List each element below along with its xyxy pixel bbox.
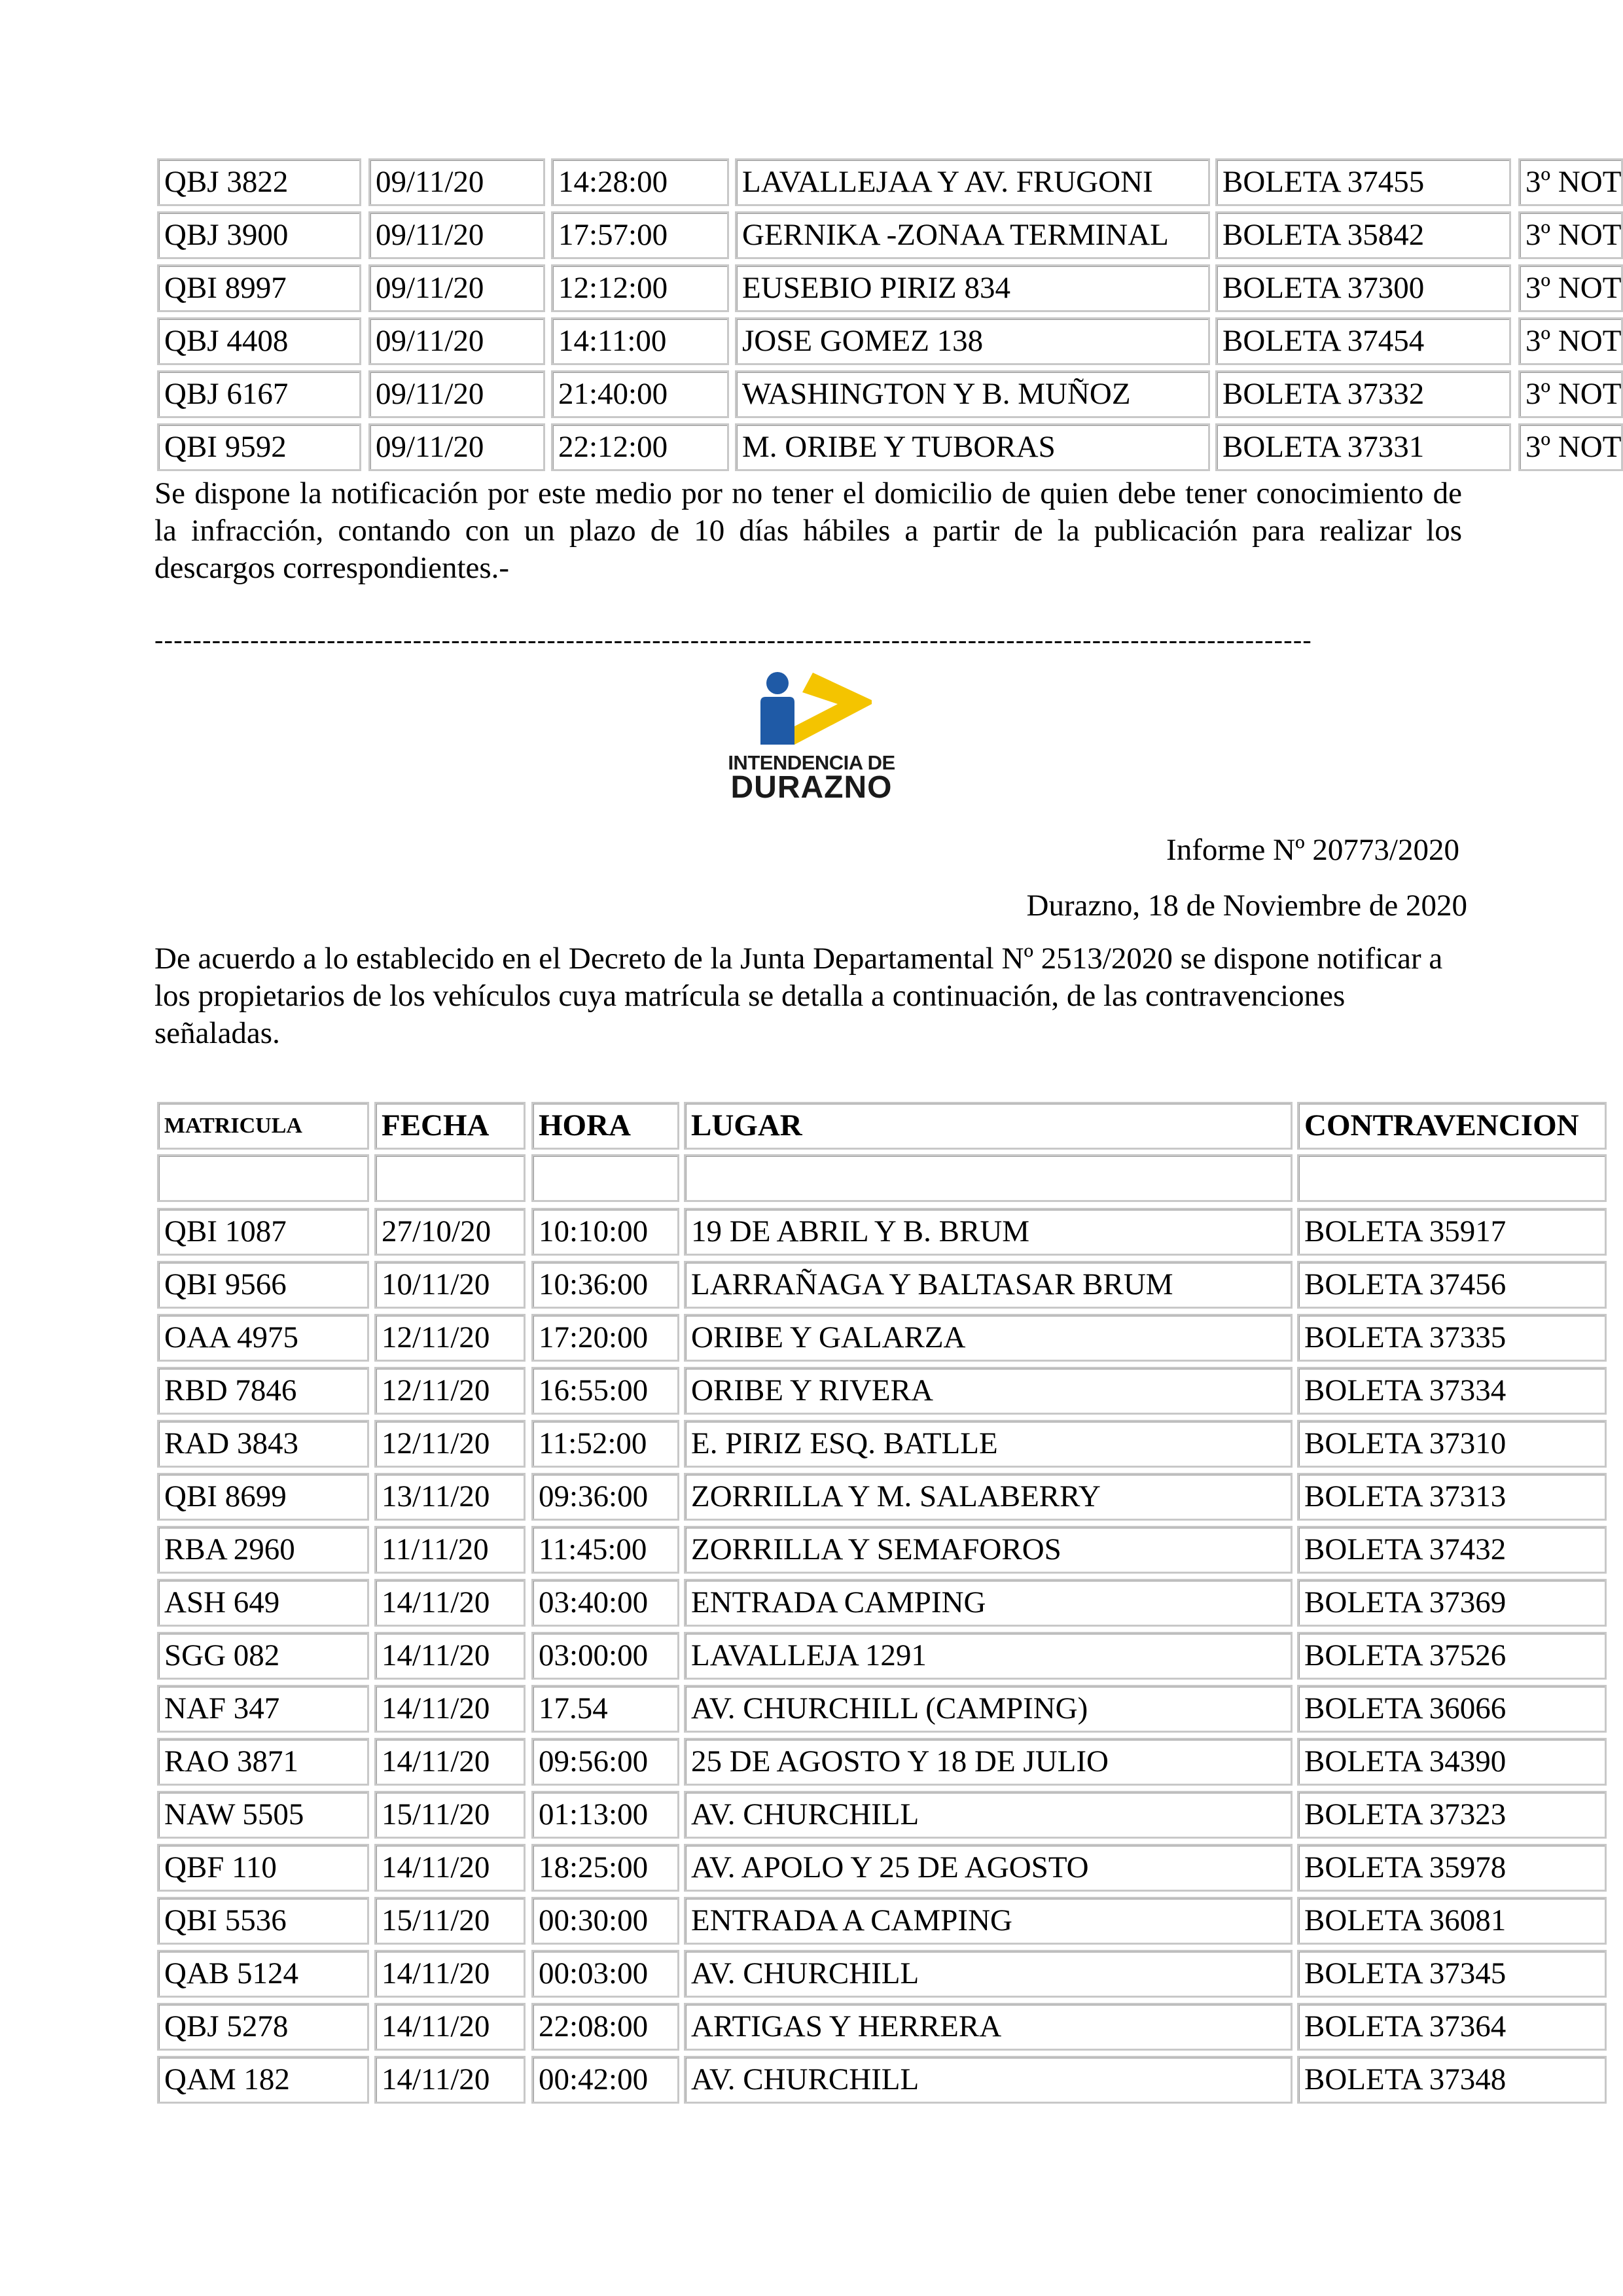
top-cell-time: 22:12:00	[551, 423, 729, 471]
cell-location: AV. CHURCHILL	[684, 1791, 1293, 1839]
cell-date: 14/11/20	[374, 1632, 526, 1680]
cell-plate: QBI 1087	[157, 1208, 369, 1256]
cell-time: 16:55:00	[531, 1367, 679, 1415]
blank-cell-ticket	[1297, 1154, 1607, 1202]
cell-time: 11:52:00	[531, 1420, 679, 1468]
cell-ticket: BOLETA 37313	[1297, 1473, 1607, 1521]
top-cell-plate: QBI 8997	[157, 264, 361, 312]
cell-time: 01:13:00	[531, 1791, 679, 1839]
cell-location: 25 DE AGOSTO Y 18 DE JULIO	[684, 1738, 1293, 1786]
blank-cell-plate	[157, 1154, 369, 1202]
top-cell-ticket: BOLETA 37300	[1215, 264, 1511, 312]
top-cell-time: 12:12:00	[551, 264, 729, 312]
header-plate: MATRICULA	[157, 1102, 369, 1150]
top-cell-location: LAVALLEJAA Y AV. FRUGONI	[735, 158, 1210, 206]
cell-location: 19 DE ABRIL Y B. BRUM	[684, 1208, 1293, 1256]
cell-ticket: BOLETA 37310	[1297, 1420, 1607, 1468]
cell-ticket: BOLETA 37432	[1297, 1526, 1607, 1574]
cell-date: 12/11/20	[374, 1420, 526, 1468]
top-cell-time: 14:28:00	[551, 158, 729, 206]
cell-plate: QBI 9566	[157, 1261, 369, 1309]
top-cell-time: 14:11:00	[551, 317, 729, 365]
cell-time: 11:45:00	[531, 1526, 679, 1574]
cell-ticket: BOLETA 35917	[1297, 1208, 1607, 1256]
cell-time: 03:00:00	[531, 1632, 679, 1680]
cell-time: 03:40:00	[531, 1579, 679, 1627]
cell-location: LARRAÑAGA Y BALTASAR BRUM	[684, 1261, 1293, 1309]
top-cell-location: M. ORIBE Y TUBORAS	[735, 423, 1210, 471]
top-cell-date: 09/11/20	[368, 211, 545, 259]
intendencia-logo	[700, 666, 923, 805]
cell-date: 11/11/20	[374, 1526, 526, 1574]
header-date: FECHA	[374, 1102, 526, 1150]
cell-plate: QBI 8699	[157, 1473, 369, 1521]
cell-plate: SGG 082	[157, 1632, 369, 1680]
separator-line: -------------------------------------------------------------------------------------------------------------------------	[154, 625, 1313, 654]
intro-paragraph: De acuerdo a lo establecido en el Decreto de la Junta Departamental Nº 2513/2020 se dispone notificar a los propietarios de los vehículos cuya matrícula se detalla a continuación, de las contravenciones señaladas.	[154, 942, 1443, 1050]
cell-date: 14/11/20	[374, 1738, 526, 1786]
blank-cell-date	[374, 1154, 526, 1202]
top-cell-time: 17:57:00	[551, 211, 729, 259]
cell-time: 00:30:00	[531, 1897, 679, 1945]
top-cell-time: 21:40:00	[551, 370, 729, 418]
cell-time: 17.54	[531, 1685, 679, 1733]
cell-ticket: BOLETA 37335	[1297, 1314, 1607, 1362]
cell-plate: RAD 3843	[157, 1420, 369, 1468]
top-cell-ticket: BOLETA 35842	[1215, 211, 1511, 259]
cell-ticket: BOLETA 35978	[1297, 1844, 1607, 1892]
cell-ticket: BOLETA 37364	[1297, 2003, 1607, 2051]
top-cell-notice: 3º NOT	[1518, 370, 1623, 418]
top-cell-date: 09/11/20	[368, 158, 545, 206]
cell-ticket: BOLETA 37526	[1297, 1632, 1607, 1680]
top-cell-ticket: BOLETA 37455	[1215, 158, 1511, 206]
cell-ticket: BOLETA 37334	[1297, 1367, 1607, 1415]
cell-time: 10:10:00	[531, 1208, 679, 1256]
top-cell-location: EUSEBIO PIRIZ 834	[735, 264, 1210, 312]
blank-cell-location	[684, 1154, 1293, 1202]
cell-ticket: BOLETA 37348	[1297, 2056, 1607, 2104]
cell-time: 17:20:00	[531, 1314, 679, 1362]
cell-time: 00:03:00	[531, 1950, 679, 1998]
top-cell-ticket: BOLETA 37454	[1215, 317, 1511, 365]
top-cell-date: 09/11/20	[368, 423, 545, 471]
cell-time: 00:42:00	[531, 2056, 679, 2104]
notice-paragraph: Se dispone la notificación por este medio por no tener el domicilio de quien debe tener conocimiento de la infracción, contando con un plazo de 10 días hábiles a partir de la publicación para realizar los descargos correspondientes.-	[154, 476, 1462, 585]
header-ticket: CONTRAVENCION	[1297, 1102, 1607, 1150]
cell-plate: RBA 2960	[157, 1526, 369, 1574]
cell-location: ARTIGAS Y HERRERA	[684, 2003, 1293, 2051]
cell-date: 14/11/20	[374, 1579, 526, 1627]
header-time: HORA	[531, 1102, 679, 1150]
logo-text-line2: DURAZNO	[730, 770, 893, 805]
cell-date: 15/11/20	[374, 1791, 526, 1839]
top-cell-notice: 3º NOT	[1518, 317, 1623, 365]
cell-location: AV. CHURCHILL	[684, 1950, 1293, 1998]
cell-ticket: BOLETA 37323	[1297, 1791, 1607, 1839]
cell-location: ZORRILLA Y M. SALABERRY	[684, 1473, 1293, 1521]
cell-date: 13/11/20	[374, 1473, 526, 1521]
cell-location: LAVALLEJA 1291	[684, 1632, 1293, 1680]
cell-time: 22:08:00	[531, 2003, 679, 2051]
top-cell-plate: QBJ 3822	[157, 158, 361, 206]
cell-date: 14/11/20	[374, 1844, 526, 1892]
cell-date: 14/11/20	[374, 2003, 526, 2051]
cell-plate: OAA 4975	[157, 1314, 369, 1362]
cell-time: 09:56:00	[531, 1738, 679, 1786]
cell-date: 10/11/20	[374, 1261, 526, 1309]
top-cell-notice: 3º NOT	[1518, 211, 1623, 259]
cell-date: 14/11/20	[374, 2056, 526, 2104]
cell-plate: QBF 110	[157, 1844, 369, 1892]
cell-ticket: BOLETA 36066	[1297, 1685, 1607, 1733]
cell-time: 10:36:00	[531, 1261, 679, 1309]
top-cell-date: 09/11/20	[368, 317, 545, 365]
cell-location: ENTRADA CAMPING	[684, 1579, 1293, 1627]
top-cell-location: GERNIKA -ZONAA TERMINAL	[735, 211, 1210, 259]
top-cell-notice: 3º NOT	[1518, 264, 1623, 312]
header-location: LUGAR	[684, 1102, 1293, 1150]
top-cell-location: JOSE GOMEZ 138	[735, 317, 1210, 365]
logo-mark-icon	[700, 666, 923, 751]
top-cell-date: 09/11/20	[368, 264, 545, 312]
cell-location: E. PIRIZ ESQ. BATLLE	[684, 1420, 1293, 1468]
cell-location: ZORRILLA Y SEMAFOROS	[684, 1526, 1293, 1574]
top-cell-plate: QBJ 4408	[157, 317, 361, 365]
cell-date: 15/11/20	[374, 1897, 526, 1945]
top-cell-plate: QBJ 3900	[157, 211, 361, 259]
cell-ticket: BOLETA 37345	[1297, 1950, 1607, 1998]
cell-location: AV. APOLO Y 25 DE AGOSTO	[684, 1844, 1293, 1892]
top-cell-ticket: BOLETA 37331	[1215, 423, 1511, 471]
informe-number: Informe Nº 20773/2020	[1166, 833, 1459, 867]
cell-ticket: BOLETA 37369	[1297, 1579, 1607, 1627]
cell-plate: RAO 3871	[157, 1738, 369, 1786]
cell-date: 12/11/20	[374, 1314, 526, 1362]
cell-plate: NAW 5505	[157, 1791, 369, 1839]
cell-location: ORIBE Y GALARZA	[684, 1314, 1293, 1362]
cell-plate: QAM 182	[157, 2056, 369, 2104]
cell-ticket: BOLETA 36081	[1297, 1897, 1607, 1945]
cell-date: 14/11/20	[374, 1685, 526, 1733]
cell-plate: ASH 649	[157, 1579, 369, 1627]
top-cell-location: WASHINGTON Y B. MUÑOZ	[735, 370, 1210, 418]
top-cell-date: 09/11/20	[368, 370, 545, 418]
date-line: Durazno, 18 de Noviembre de 2020	[1026, 889, 1467, 923]
cell-time: 18:25:00	[531, 1844, 679, 1892]
blank-cell-time	[531, 1154, 679, 1202]
cell-plate: NAF 347	[157, 1685, 369, 1733]
top-cell-plate: QBJ 6167	[157, 370, 361, 418]
cell-location: ORIBE Y RIVERA	[684, 1367, 1293, 1415]
cell-plate: QBJ 5278	[157, 2003, 369, 2051]
cell-plate: QBI 5536	[157, 1897, 369, 1945]
cell-plate: QAB 5124	[157, 1950, 369, 1998]
cell-date: 27/10/20	[374, 1208, 526, 1256]
top-cell-notice: 3º NOT	[1518, 423, 1623, 471]
cell-location: AV. CHURCHILL	[684, 2056, 1293, 2104]
cell-date: 14/11/20	[374, 1950, 526, 1998]
cell-location: AV. CHURCHILL (CAMPING)	[684, 1685, 1293, 1733]
cell-date: 12/11/20	[374, 1367, 526, 1415]
cell-plate: RBD 7846	[157, 1367, 369, 1415]
cell-ticket: BOLETA 37456	[1297, 1261, 1607, 1309]
logo-text-line1: INTENDENCIA DE	[728, 751, 895, 774]
cell-ticket: BOLETA 34390	[1297, 1738, 1607, 1786]
cell-time: 09:36:00	[531, 1473, 679, 1521]
cell-location: ENTRADA A CAMPING	[684, 1897, 1293, 1945]
top-cell-notice: 3º NOT	[1518, 158, 1623, 206]
top-cell-plate: QBI 9592	[157, 423, 361, 471]
top-cell-ticket: BOLETA 37332	[1215, 370, 1511, 418]
